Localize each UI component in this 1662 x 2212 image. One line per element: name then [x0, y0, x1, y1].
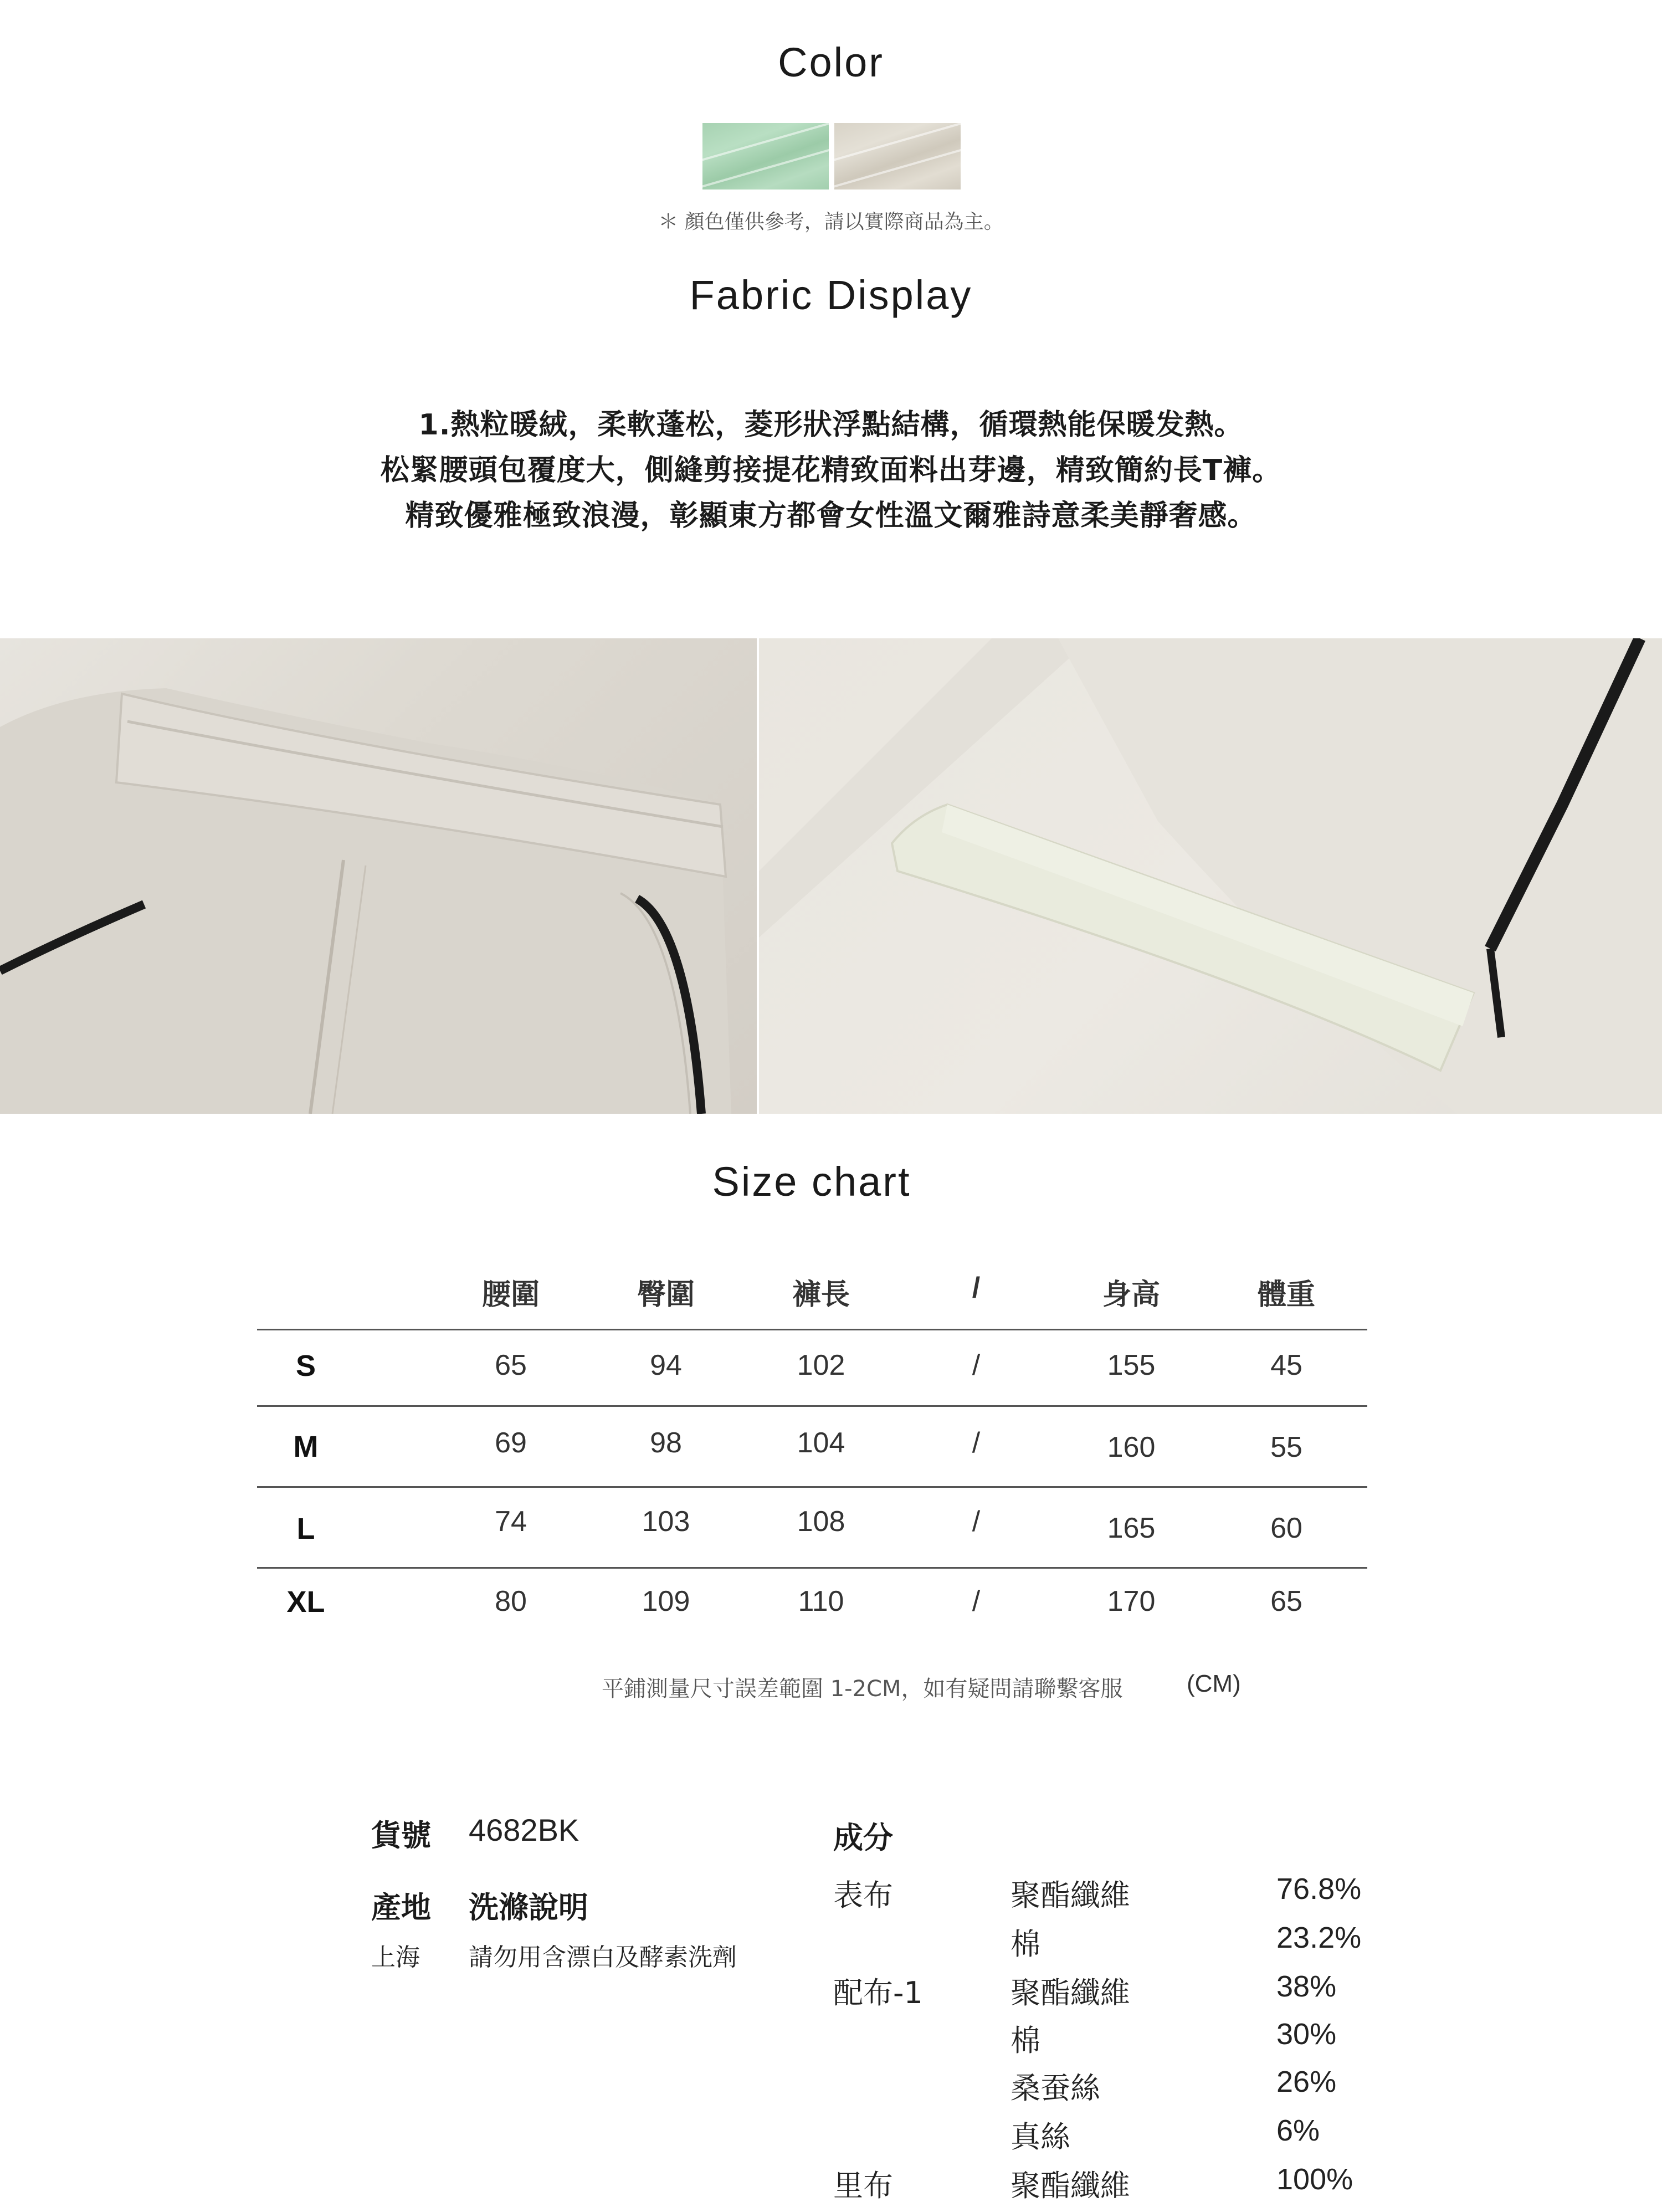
composition-part: 表布	[833, 1878, 893, 1913]
table-cell: 45	[1270, 1349, 1302, 1381]
header-waist: 腰圍	[481, 1279, 540, 1311]
green-swatch[interactable]	[702, 123, 829, 190]
fabric-desc-line-3: 精致優雅極致浪漫，彰顯東方都會女性溫文爾雅詩意柔美靜奢感。	[405, 499, 1257, 532]
table-divider	[257, 1567, 1367, 1569]
fabric-desc-line-1: 1.熱粒暖絨，柔軟蓬松，菱形狀浮點結構，循環熱能保暖发熱。	[418, 408, 1244, 442]
size-chart-title: Size chart	[712, 1159, 911, 1205]
wash-value: 請勿用含漂白及酵素洗劑	[469, 1943, 737, 1972]
fabric-fold	[702, 142, 829, 190]
composition-percent: 30%	[1276, 2018, 1337, 2051]
origin-value: 上海	[371, 1943, 420, 1972]
composition-material: 聚酯纖維	[1010, 1878, 1130, 1913]
table-cell: 69	[495, 1427, 527, 1459]
composition-material: 聚酯纖維	[1010, 1975, 1130, 2010]
hem-illustration	[759, 638, 1662, 1114]
table-cell: 102	[797, 1349, 845, 1381]
size-chart-note: 平鋪測量尺寸誤差範圍 1-2CM，如有疑問請聯繫客服	[602, 1676, 1123, 1702]
table-divider	[257, 1405, 1367, 1407]
beige-swatch[interactable]	[834, 123, 961, 190]
wash-label: 洗滌說明	[469, 1890, 588, 1925]
waistband-photo	[0, 638, 757, 1114]
table-cell: 110	[798, 1585, 844, 1617]
size-label-m: M	[293, 1430, 319, 1463]
table-cell: /	[972, 1349, 981, 1381]
fabric-title: Fabric Display	[689, 272, 973, 318]
size-chart-unit: (CM)	[1187, 1670, 1241, 1697]
table-cell: 65	[495, 1349, 527, 1381]
table-cell: 109	[642, 1585, 690, 1617]
color-title: Color	[778, 39, 884, 85]
item-no-label: 貨號	[371, 1818, 431, 1853]
table-cell: 103	[642, 1506, 690, 1538]
table-cell: 74	[495, 1506, 527, 1538]
composition-title: 成分	[833, 1820, 893, 1855]
composition-percent: 100%	[1276, 2163, 1353, 2196]
table-cell: 170	[1107, 1585, 1156, 1617]
fabric-fold	[702, 123, 829, 166]
size-label-l: L	[296, 1512, 315, 1545]
fabric-fold	[834, 123, 961, 166]
composition-material: 棉	[1010, 2023, 1040, 2058]
composition-material: 桑蚕絲	[1010, 2071, 1100, 2106]
table-cell: /	[972, 1585, 981, 1617]
color-note: ＊ 顏色僅供參考，請以實際商品為主。	[658, 211, 1004, 233]
item-no-value: 4682BK	[469, 1812, 579, 1847]
table-cell: 55	[1270, 1431, 1302, 1463]
fabric-desc-line-2: 松緊腰頭包覆度大，側縫剪接提花精致面料出芽邊，精致簡約長T褲。	[380, 454, 1282, 487]
table-cell: 160	[1107, 1431, 1156, 1463]
composition-material: 棉	[1010, 1927, 1040, 1962]
header-hip: 臀圍	[637, 1279, 695, 1311]
header-weight: 體重	[1257, 1279, 1315, 1311]
table-cell: 80	[495, 1585, 527, 1617]
table-cell: /	[972, 1506, 981, 1538]
composition-percent: 38%	[1276, 1970, 1337, 2003]
composition-part: 配布-1	[833, 1975, 923, 2010]
waistband-illustration	[0, 638, 757, 1114]
table-cell: /	[972, 1427, 981, 1459]
table-cell: 98	[650, 1427, 682, 1459]
table-cell: 165	[1107, 1512, 1156, 1544]
header-separator: /	[972, 1272, 981, 1304]
composition-percent: 76.8%	[1276, 1872, 1362, 1906]
composition-material: 聚酯纖維	[1010, 2168, 1130, 2203]
composition-percent: 6%	[1276, 2114, 1320, 2147]
composition-percent: 23.2%	[1276, 1921, 1362, 1954]
table-divider	[257, 1486, 1367, 1488]
size-label-s: S	[295, 1349, 316, 1383]
composition-part: 里布	[833, 2168, 893, 2203]
fabric-fold	[834, 142, 961, 190]
table-cell: 65	[1270, 1585, 1302, 1617]
hem-photo	[759, 638, 1662, 1114]
origin-label: 產地	[371, 1890, 431, 1925]
table-cell: 104	[797, 1427, 845, 1459]
table-cell: 155	[1107, 1349, 1156, 1381]
table-cell: 60	[1270, 1512, 1302, 1544]
table-divider	[257, 1329, 1367, 1330]
composition-percent: 26%	[1276, 2065, 1337, 2098]
header-height: 身高	[1102, 1279, 1160, 1311]
size-label-xl: XL	[286, 1585, 325, 1619]
table-cell: 108	[797, 1506, 845, 1538]
composition-material: 真絲	[1010, 2119, 1070, 2154]
table-cell: 94	[650, 1349, 682, 1381]
header-length: 褲長	[792, 1279, 850, 1311]
